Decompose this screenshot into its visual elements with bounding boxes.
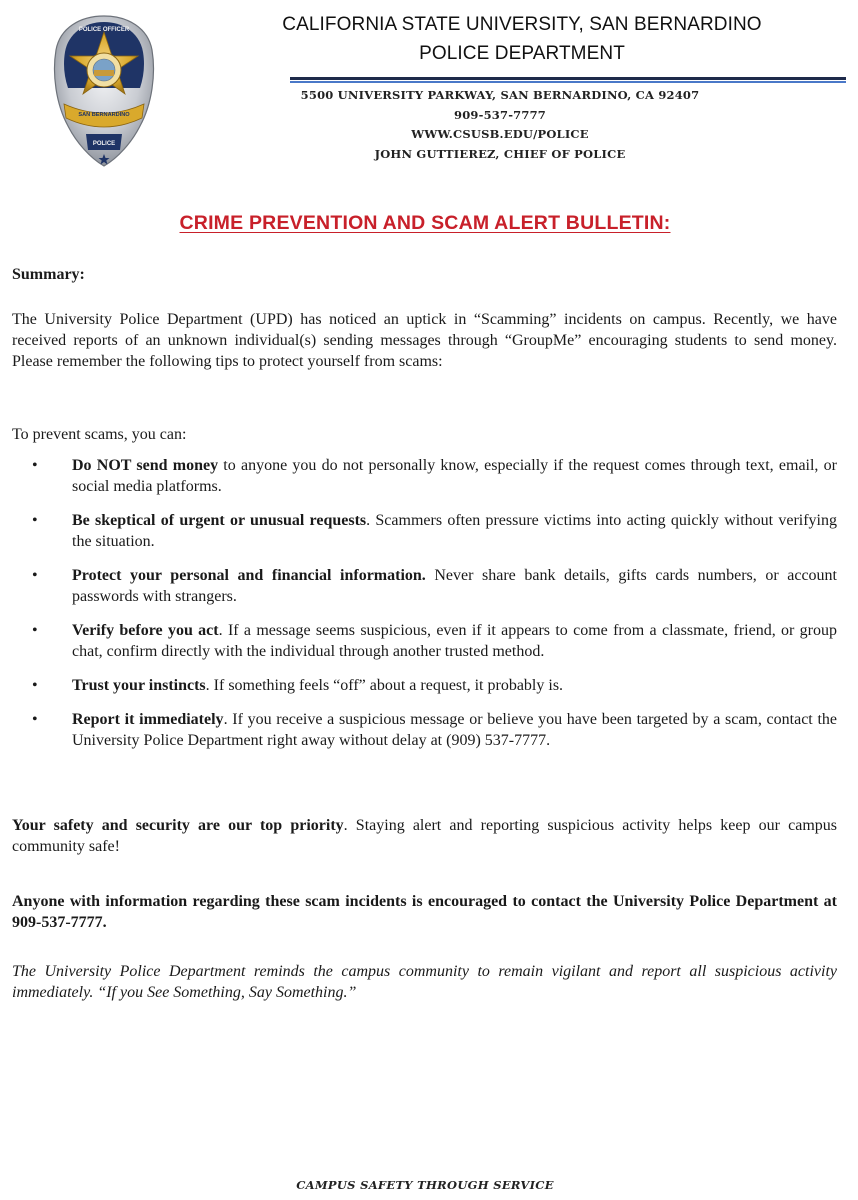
prevention-intro: To prevent scams, you can: xyxy=(12,426,187,443)
bullet-icon: • xyxy=(32,677,38,694)
tip-emphasis: Do NOT send money xyxy=(72,457,219,474)
header-divider xyxy=(290,77,846,80)
bullet-icon: • xyxy=(32,711,38,728)
header-website: WWW.CSUSB.EDU/POLICE xyxy=(411,127,589,141)
header-contact-block xyxy=(300,86,700,164)
list-item xyxy=(12,620,837,662)
tip-emphasis: Protect your personal and financial information. xyxy=(72,567,426,584)
tip-emphasis: Be skeptical of urgent or unusual requests xyxy=(72,512,367,529)
tip-emphasis: Trust your instincts xyxy=(72,677,206,694)
summary-heading: Summary: xyxy=(12,266,85,283)
bullet-icon: • xyxy=(32,622,38,639)
tip-emphasis: Report it immediately xyxy=(72,711,224,728)
tip-emphasis: Verify before you act xyxy=(72,622,219,639)
safety-emphasis: Your safety and security are our top priority xyxy=(12,817,344,834)
header-chief: JOHN GUTTIEREZ, CHIEF OF POLICE xyxy=(374,146,626,161)
tip-text: . If a message seems suspicious, even if it appears to come from a classmate, friend, or group chat, confirm directly with the individual through another trusted method. xyxy=(72,622,838,660)
header-address: 5500 UNIVERSITY PARKWAY, SAN BERNARDINO, CA 92407 xyxy=(300,88,700,102)
bullet-icon: • xyxy=(32,512,38,529)
list-item xyxy=(12,709,837,751)
badge-bottom-text: SAN BERNARDINO xyxy=(78,112,130,118)
tip-text: Never share bank details, gifts cards numbers, or account passwords with strangers. xyxy=(72,567,837,605)
tip-text: . If something feels “off” about a request, it probably is. xyxy=(205,677,564,694)
header-phone: 909-537-7777 xyxy=(454,107,546,122)
contact-information-notice: Anyone with information regarding these scam incidents is encouraged to contact the University Police Department at 909-537-7777. xyxy=(12,893,837,931)
list-item xyxy=(12,510,837,552)
tip-text: . Scammers often pressure victims into acting quickly without verifying the situation. xyxy=(72,512,837,550)
header-title-block xyxy=(282,10,762,68)
vigilance-reminder: The University Police Department reminds the campus community to remain vigilant and report all suspicious activity immediately. “If you See Something, Say Something.” xyxy=(12,963,837,1001)
bullet-icon: • xyxy=(32,457,38,474)
summary-text: The University Police Department (UPD) has noticed an uptick in “Scamming” incidents on campus. Recently, we have received reports of an unknown individual(s) sending messages through “GroupMe” encouraging students to send money. Please remember the following tips to protect yourself from scams: xyxy=(12,311,837,370)
list-item xyxy=(12,565,837,607)
list-item xyxy=(12,675,837,696)
bullet-icon: • xyxy=(32,567,38,584)
bulletin-title: CRIME PREVENTION AND SCAM ALERT BULLETIN: xyxy=(179,212,671,234)
badge-top-text: POLICE OFFICER xyxy=(78,27,130,33)
footer-motto: CAMPUS SAFETY THROUGH SERVICE xyxy=(296,1178,554,1192)
safety-text: . Staying alert and reporting suspicious activity helps keep our campus community safe! xyxy=(12,817,837,855)
department-name: POLICE DEPARTMENT xyxy=(419,43,625,64)
badge-plate-text: POLICE xyxy=(92,141,116,147)
safety-statement xyxy=(12,815,837,857)
tip-text: . If you receive a suspicious message or believe you have been targeted by a scam, contact the University Police Department right away without delay at (909) 537-7777. xyxy=(72,711,837,749)
prevention-tips-list xyxy=(12,455,837,764)
police-badge-logo xyxy=(50,12,158,170)
header-divider-accent xyxy=(290,81,846,83)
university-name: CALIFORNIA STATE UNIVERSITY, SAN BERNARDINO xyxy=(282,14,762,35)
tip-text: to anyone you do not personally know, especially if the request comes through text, email, or social media platforms. xyxy=(72,457,837,495)
list-item xyxy=(12,455,837,497)
